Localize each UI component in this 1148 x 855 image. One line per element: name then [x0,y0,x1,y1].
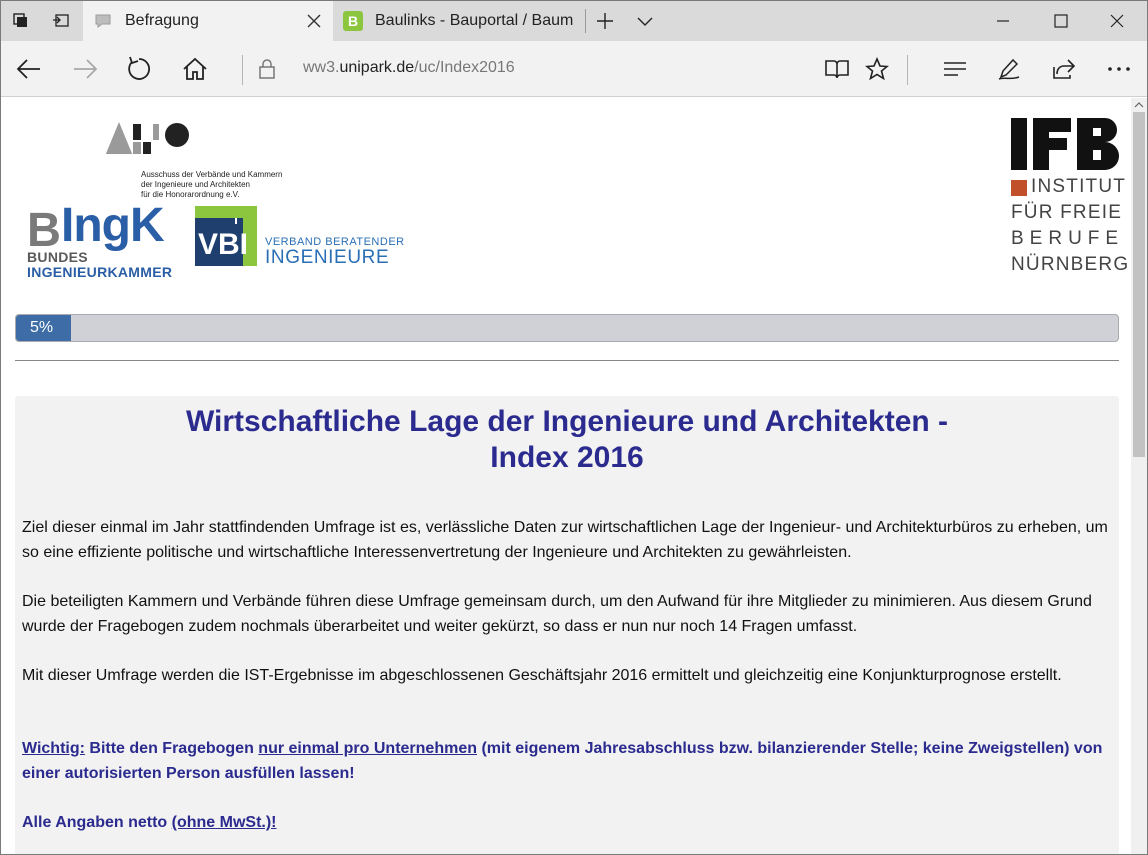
close-tab-icon[interactable] [305,12,323,30]
reading-view-icon[interactable] [817,49,857,89]
new-tab-icon[interactable] [585,1,625,41]
url-path: /uc/Index2016 [414,59,515,76]
ohne-mwst-emphasis: (ohne MwSt.)! [171,814,277,831]
bingk-sub-bundes: BUNDES [27,249,88,265]
address-url[interactable] [303,59,515,77]
progress-label: 5% [30,319,54,336]
tab-bar [1,1,1147,41]
tab-befragung[interactable] [83,1,333,41]
vbi-sub-ingenieure: INGENIEURE [265,247,390,268]
back-arrow-icon[interactable] [9,49,49,89]
ifb-line-fur-freie: FÜR FREIE [1011,202,1123,223]
minimize-icon[interactable] [977,1,1029,41]
survey-intro [15,396,1119,855]
url-prefix: ww3. [303,59,340,76]
aho-logo [103,118,195,165]
bingk-wordmark-b: B [27,206,61,250]
web-note-pen-icon[interactable] [989,49,1029,89]
intro-paragraph-participants: Die beteiligten Kammern und Verbände führen diese Umfrage gemeinsam durch, um den Aufwand für ihre Mitglieder zu minimieren. Aus diesem Grund wurde der Fragebogen zudem nochmals überarbeitet und weiter gekürzt, so dass er nun nur noch 14 Fragen umfasst. [22,593,1092,635]
hub-icon[interactable] [935,49,975,89]
aho-description: Ausschuss der Verbände und Kammern der Ingenieure und Architekten für die Honorarordnung e.V. [141,170,283,199]
page-viewport [1,98,1131,855]
refresh-icon[interactable] [119,49,159,89]
intro-paragraph-results: Mit dieser Umfrage werden die IST-Ergebnisse im abgeschlossenen Geschäftsjahr 2016 ermittelt und gleichzeitig eine Konjunkturprognose erstellt. [22,667,1062,684]
scroll-up-arrow-icon[interactable] [1131,98,1147,112]
survey-progress-bar [15,314,1119,342]
home-icon[interactable] [175,49,215,89]
tab-preview-chevron-icon[interactable] [625,1,665,41]
divider [15,360,1119,361]
speech-bubble-icon [93,11,113,31]
navigation-bar [1,41,1147,97]
url-domain: unipark.de [339,59,415,76]
ifb-line-nurnberg: NÜRNBERG [1011,254,1130,275]
vbi-sub-verband: VERBAND BERATENDER [265,236,405,248]
nav-separator [907,55,908,85]
baulinks-favicon-icon [343,11,363,31]
survey-title: Wirtschaftliche Lage der Ingenieure und Architekten - Index 2016 [185,405,949,474]
ifb-line-berufe: BERUFE [1011,228,1125,249]
bingk-wordmark: IngK [61,199,164,252]
tab-title: Befragung [125,12,199,29]
close-window-icon[interactable] [1091,1,1143,41]
tab-title: Baulinks - Bauportal / Baum [375,12,574,29]
show-tabs-aside-icon[interactable] [43,1,79,41]
ifb-logo [1009,116,1121,177]
important-notice: Wichtig: Bitte den Fragebogen nur einmal pro Unternehmen (mit eigenem Jahresabschluss bzw. bilanzierender Stelle; keine Zweigstellen) von einer autorisierten Person ausfüllen lassen! [22,740,1103,782]
once-per-company-emphasis: nur einmal pro Unternehmen [258,740,477,757]
ifb-accent-square [1011,180,1027,196]
page-scrollbar[interactable] [1131,98,1147,855]
vbi-wordmark: VBI [198,228,249,261]
ifb-line-institut: INSTITUT [1031,176,1127,197]
netto-notice: Alle Angaben netto (ohne MwSt.)! [22,814,277,831]
nav-separator [242,55,243,85]
bingk-sub-ingenieurkammer: INGENIEURKAMMER [27,264,173,280]
favorite-star-icon[interactable] [857,49,897,89]
set-tabs-aside-icon[interactable] [3,1,39,41]
svg-text:B: B [347,13,359,29]
tab-baulinks[interactable] [333,1,583,41]
scroll-thumb[interactable] [1133,112,1145,457]
forward-arrow-icon[interactable] [65,49,105,89]
intro-paragraph-goal: Ziel dieser einmal im Jahr stattfindenden Umfrage ist es, verlässliche Daten zur wirtschaftlichen Lage der Ingenieur- und Architekturbüros zu erheben, um so eine effiziente politische und wirtschaftliche Interessenvertretung der Ingenieure und Architekten zu gewährleisten. [22,519,1108,561]
maximize-icon[interactable] [1035,1,1087,41]
important-label: Wichtig: [22,740,85,757]
progress-fill [16,315,71,341]
more-menu-icon[interactable] [1099,49,1139,89]
lock-icon[interactable] [247,49,287,89]
share-icon[interactable] [1043,49,1083,89]
